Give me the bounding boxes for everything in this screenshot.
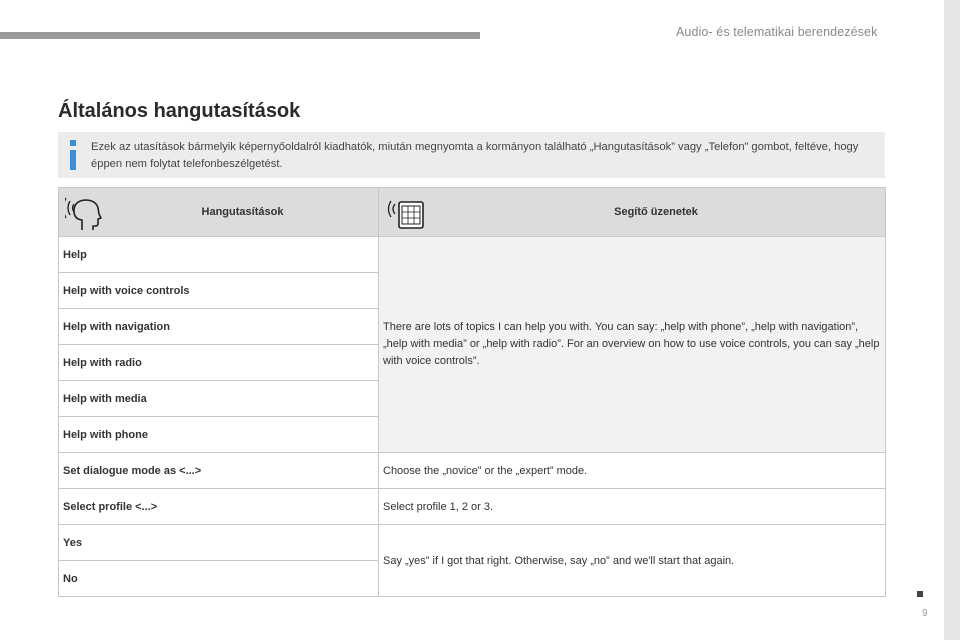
table-row	[59, 489, 886, 525]
message-cell: Say „yes” if I got that right. Otherwise, say „no” and we'll start that again.	[379, 525, 886, 597]
command-cell: Select profile <...>	[59, 489, 379, 525]
header-title: Audio- és telematikai berendezések	[676, 25, 878, 39]
command-cell: Help	[59, 237, 379, 273]
message-cell: Choose the „novice” or the „expert” mode.	[379, 453, 886, 489]
page-edge-strip	[944, 0, 960, 640]
command-cell: Help with radio	[59, 345, 379, 381]
table-row	[59, 453, 886, 489]
command-cell: Help with phone	[59, 417, 379, 453]
voice-commands-table	[58, 187, 886, 597]
table-header-row	[59, 188, 886, 237]
table-row	[59, 237, 886, 273]
table-row	[59, 525, 886, 561]
page-marker	[917, 591, 923, 597]
section-title: Általános hangutasítások	[58, 100, 301, 122]
header-bar	[0, 32, 480, 39]
info-text: Ezek az utasítások bármelyik képernyőoldalról kiadhatók, miután megnyomta a kormányon található „Hangutasítások” vagy „Telefon” gombot, feltéve, hogy éppen nem folytat telefonbeszélgetést.	[91, 141, 859, 170]
command-cell: Set dialogue mode as <...>	[59, 453, 379, 489]
messages-header-label: Segítő üzenetek	[614, 206, 698, 218]
command-cell: Yes	[59, 525, 379, 561]
page-number: 9	[922, 608, 928, 619]
info-box	[58, 132, 885, 178]
command-cell: Help with navigation	[59, 309, 379, 345]
commands-column-header	[59, 188, 379, 237]
message-cell: Select profile 1, 2 or 3.	[379, 489, 886, 525]
command-cell: Help with voice controls	[59, 273, 379, 309]
command-cell: No	[59, 561, 379, 597]
voice-command-icon	[65, 192, 107, 232]
messages-column-header	[379, 188, 886, 237]
voice-help-message-icon	[385, 192, 427, 232]
info-icon	[70, 140, 76, 170]
command-cell: Help with media	[59, 381, 379, 417]
help-message-cell: There are lots of topics I can help you with. You can say: „help with phone”, „help with navigation”, „help with media” or „help with radio”. For an overview on how to use voice controls, you can say „help with voice controls”.	[379, 237, 886, 453]
commands-header-label: Hangutasítások	[201, 206, 284, 218]
